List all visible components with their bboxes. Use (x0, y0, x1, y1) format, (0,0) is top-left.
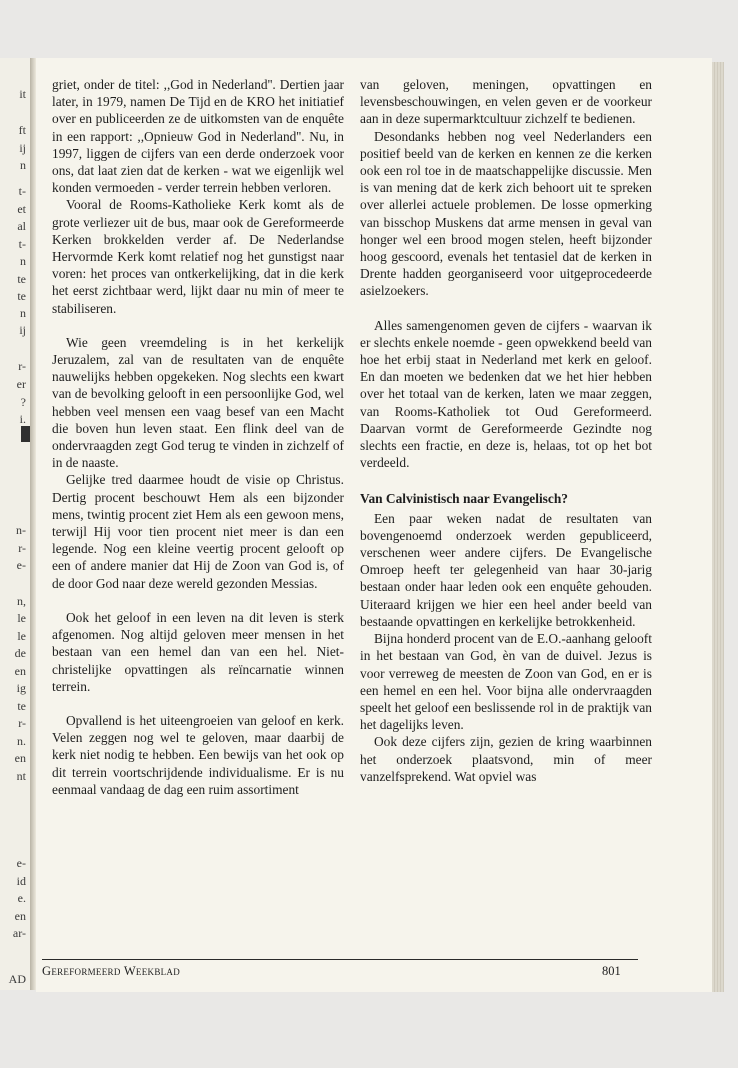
footer-rule (42, 959, 638, 960)
previous-page-fragment: le (17, 629, 26, 643)
previous-page-fragment: le (17, 611, 26, 625)
previous-page-fragment: n, (17, 594, 26, 608)
paragraph: Desondanks hebben nog veel Nederlanders een positief beeld van de kerken en kennen ze die kerken ook een rol toe in de maatschappelijke discussie. Men is van mening dat de kerk zich behoort uit te spreken over allerlei actuele problemen. De losse opmerking van bisschop Muskens dat arme mensen in geval van honger wel een brood mogen stelen, heeft bijzonder hoog gescoord, evenals het tentasiel dat de kerken in Drente hadden georganiseerd voor uitgeprocedeerde asielzoekers. (360, 128, 652, 299)
previous-page-fragment: n. (17, 734, 26, 748)
section-heading: Van Calvinistisch naar Evangelisch? (360, 491, 568, 507)
previous-page-fragment: n- (16, 523, 26, 537)
footer-publication-title: Gereformeerd Weekblad (42, 964, 181, 978)
left-column (52, 76, 344, 798)
previous-page-fragment: n (20, 306, 26, 320)
paragraph: Opvallend is het uiteengroeien van geloof en kerk. Velen zeggen nog wel te geloven, maar daarbij de kerk niet nodig te hebben. Een bewijs van het ook op dit terrein voortschrijdende individualisme. Er is nu eenmaal vandaag de dag een ruim assortiment (52, 712, 344, 797)
previous-page-edge (0, 58, 31, 990)
right-column (360, 76, 652, 785)
previous-page-fragment: te (17, 289, 26, 303)
previous-page-fragment: e- (16, 856, 26, 870)
previous-page-fragment: t- (18, 237, 26, 251)
previous-page-fragment: e. (17, 891, 26, 905)
page-stack-edge (712, 62, 724, 992)
previous-page-fragment: e- (16, 558, 26, 572)
previous-page-fragment: id (16, 874, 26, 888)
previous-page-fragment: ij (19, 141, 26, 155)
footer-page-number: 801 (602, 964, 621, 978)
previous-page-fragment: n (20, 254, 26, 268)
previous-page-fragment: ft (18, 123, 26, 137)
previous-page-fragment: ig (16, 681, 26, 695)
previous-page-fragment: nt (16, 769, 26, 783)
paragraph: Gelijke tred daarmee houdt de visie op Christus. Dertig procent beschouwt Hem als een bijzonder mens, twintig procent ziet Hem als een gewoon mens, terwijl Hij voor tien procent niet meer is dan een legende. Nog een kleine veertig procent gelooft op een of andere manier dat Hij de Zoon van God is, of de door God naar deze wereld gezonden Messias. (52, 472, 344, 591)
previous-page-fragment: et (17, 202, 26, 216)
paragraph: Vooral de Rooms-Katholieke Kerk komt als de grote verliezer uit de bus, maar ook de Gereformeerde Kerken brokkelden verder af. De Nederlandse Hervormde Kerk komt relatief nog het gunstigst naar voren: het proces van ontkerkelijking, dat in die kerk het eerst zichtbaar werd, lijkt daar nu min of meer te stabiliseren. (52, 197, 344, 316)
previous-page-fragment: er (16, 377, 26, 391)
previous-page-fragment: en (14, 751, 26, 765)
paragraph: Ook deze cijfers zijn, gezien de kring waarbinnen het onderzoek plaatsvond, min of meer vanzelfsprekend. Wat opviel was (360, 734, 652, 784)
paragraph: griet, onder de titel: ,,God in Nederland''. Dertien jaar later, in 1979, namen De Tijd en de KRO het initiatief over en publiceerden ze de uitkomsten van de enquête in een rapport: ,,Opnieuw God in Nederland''. Nu, in 1997, liggen de cijfers van een derde onderzoek voor ons, dat laat zien dat de kerken - wat we eigenlijk wel konden vermoeden - verder terrein hebben verloren. (52, 77, 344, 196)
paragraph: Wie geen vreemdeling is in het kerkelijk Jeruzalem, zal van de resultaten van de enquête nauwelijks hebben opgekeken. Nog slechts een kwart van de bevolking gelooft in een persoonlijke God, wel hebben veel mensen een vaag besef van een Macht die boven hun leven staat. Een flink deel van de ondervraagden zegt God terug te vinden in zichzelf of in de naaste. (52, 334, 344, 471)
previous-page-fragment: r- (18, 716, 26, 730)
previous-page-fragment: te (17, 272, 26, 286)
previous-page-fragment: en (14, 909, 26, 923)
paragraph: Bijna honderd procent van de E.O.-aanhang gelooft in het bestaan van God, èn van de duivel. Jezus is voor verreweg de meesten de Zoon van God, en er is een hemel en een hel. Voor bijna alle ondervraagden speelt het geloof een beslissende rol in de praktijk van het dagelijks leven. (360, 631, 652, 733)
previous-page-marker (21, 426, 30, 442)
previous-page-fragment: i. (19, 412, 26, 426)
paragraph: Alles samengenomen geven de cijfers - waarvan ik er slechts enkele noemde - geen opwekkend beeld van hoe het erbij staat in Nederland met kerk en geloof. En dan moeten we bedenken dat we het hier hebben over het totaal van de kerken, laten we maar zeggen, van Rooms-Katholiek tot Oud Gereformeerd. Daarvan vormt de Gereformeerde Gezindte nog slechts een fractie, en deze is, helaas, tot op het bot verdeeld. (360, 317, 652, 471)
previous-page-fragment: r- (18, 359, 26, 373)
previous-page-fragment: it (19, 87, 26, 101)
previous-page-fragment: r- (18, 541, 26, 555)
previous-page-fragment: en (14, 664, 26, 678)
previous-page-fragment: te (17, 699, 26, 713)
previous-page-fragment: al (17, 219, 26, 233)
previous-page-fragment: de (14, 646, 26, 660)
paragraph: Ook het geloof in een leven na dit leven is sterk afgenomen. Nog altijd geloven meer mensen in het bestaan van een hemel dan van een hel. Niet-christelijke opvattingen als reïncarnatie winnen terrein. (52, 609, 344, 694)
previous-page-fragment: ar- (12, 926, 26, 940)
previous-page-fragment: ? (20, 395, 26, 409)
previous-page-fragment: t- (18, 184, 26, 198)
magazine-page (36, 58, 712, 992)
paragraph: Een paar weken nadat de resultaten van bovengenoemd onderzoek werden gepubliceerd, verschenen weer andere cijfers. De Evangelische Omroep heeft ter gelegenheid van haar 30-jarig bestaan onder haar leden ook een enquête gehouden. Uiteraard krijgen we hier een heel ander beeld van bestaande opvattingen en kerkelijke betrokkenheid. (360, 510, 652, 629)
previous-page-fragment: n (20, 158, 26, 172)
paragraph: van geloven, meningen, opvattingen en levensbeschouwingen, en velen geven er de voorkeur aan in deze supermarktcultuur zichzelf te bedienen. (360, 77, 652, 127)
previous-page-fragment: AD (8, 972, 26, 986)
previous-page-fragment: ij (19, 323, 26, 337)
